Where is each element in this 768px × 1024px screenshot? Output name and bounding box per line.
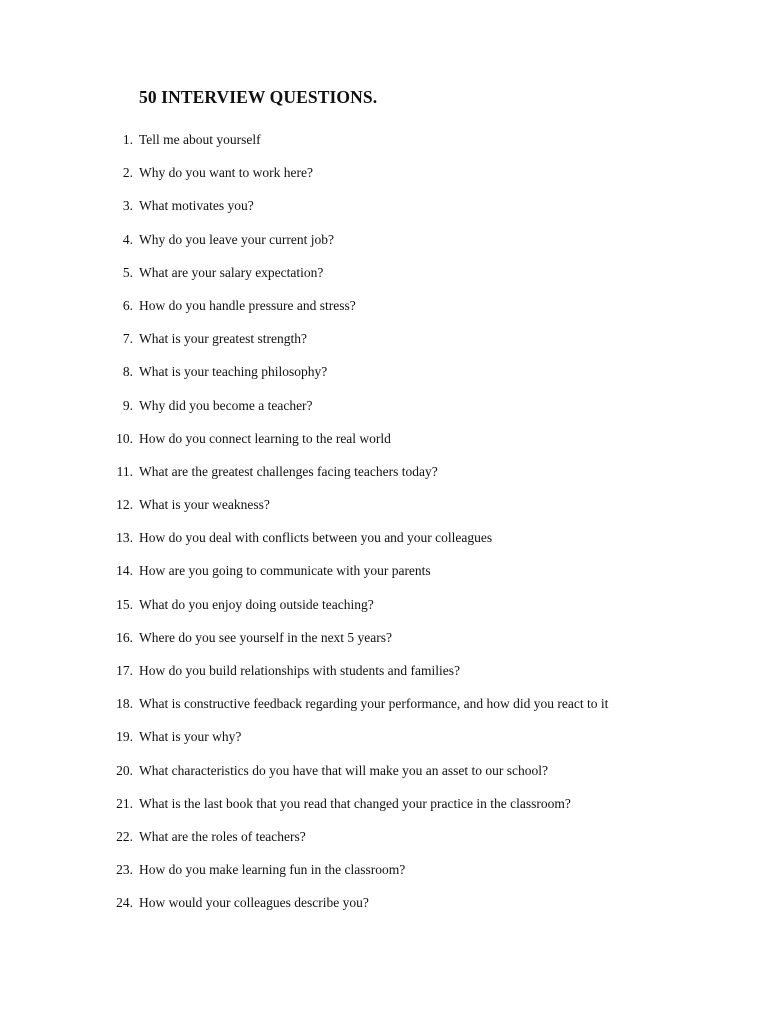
- question-text: How are you going to communicate with your parents: [139, 563, 431, 579]
- question-text: What characteristics do you have that will make you an asset to our school?: [139, 762, 548, 778]
- question-number: 16.: [116, 629, 133, 645]
- question-number: 3.: [122, 198, 133, 214]
- question-text: What is your weakness?: [139, 497, 270, 513]
- question-number: 20.: [116, 762, 133, 778]
- question-number: 8.: [122, 364, 133, 380]
- question-number: 17.: [116, 663, 133, 678]
- question-text: Why do you want to work here?: [139, 165, 313, 181]
- question-text: What motivates you?: [139, 198, 254, 214]
- question-number: 4.: [122, 231, 133, 247]
- question-text: What are the roles of teachers?: [139, 828, 306, 844]
- question-number: 13.: [116, 530, 133, 546]
- question-text: What is constructive feedback regarding your performance, and how did you react to it: [139, 696, 609, 712]
- question-number: 21.: [116, 795, 133, 811]
- question-text: How do you build relationships with students and families?: [139, 663, 460, 678]
- question-text: What are the greatest challenges facing teachers today?: [139, 463, 438, 479]
- question-number: 9.: [122, 397, 133, 413]
- question-text: How do you make learning fun in the classroom?: [139, 862, 406, 878]
- question-number: 11.: [116, 463, 133, 479]
- question-number: 6.: [122, 297, 133, 313]
- question-number: 19.: [116, 729, 133, 745]
- question-text: What do you enjoy doing outside teaching?: [139, 596, 374, 612]
- question-text: Why did you become a teacher?: [139, 397, 313, 413]
- question-number: 1.: [122, 132, 133, 147]
- question-text: How would your colleagues describe you?: [139, 895, 369, 911]
- question-number: 10.: [116, 430, 133, 446]
- question-text: What is your why?: [139, 729, 242, 745]
- question-text: What is your greatest strength?: [139, 331, 307, 347]
- question-number: 14.: [116, 563, 133, 579]
- question-number: 5.: [122, 264, 133, 280]
- question-number: 7.: [122, 331, 133, 347]
- question-text: How do you connect learning to the real world: [139, 430, 391, 446]
- question-number: 18.: [116, 696, 133, 712]
- question-text: What is your teaching philosophy?: [139, 364, 328, 380]
- question-text: How do you handle pressure and stress?: [139, 297, 356, 313]
- question-number: 15.: [116, 596, 133, 612]
- question-number: 22.: [116, 828, 133, 844]
- question-text: Tell me about yourself: [139, 132, 261, 147]
- question-number: 2.: [122, 165, 133, 181]
- question-text: What are your salary expectation?: [139, 264, 324, 280]
- question-number: 12.: [116, 497, 133, 513]
- question-text: How do you deal with conflicts between you and your colleagues: [139, 530, 493, 546]
- question-text: What is the last book that you read that changed your practice in the classroom?: [139, 795, 571, 811]
- question-text: Where do you see yourself in the next 5 years?: [139, 629, 393, 645]
- question-number: 23.: [116, 862, 133, 878]
- question-text: Why do you leave your current job?: [139, 231, 334, 247]
- question-number: 24.: [116, 895, 133, 911]
- page-title: 50 INTERVIEW QUESTIONS.: [139, 87, 378, 107]
